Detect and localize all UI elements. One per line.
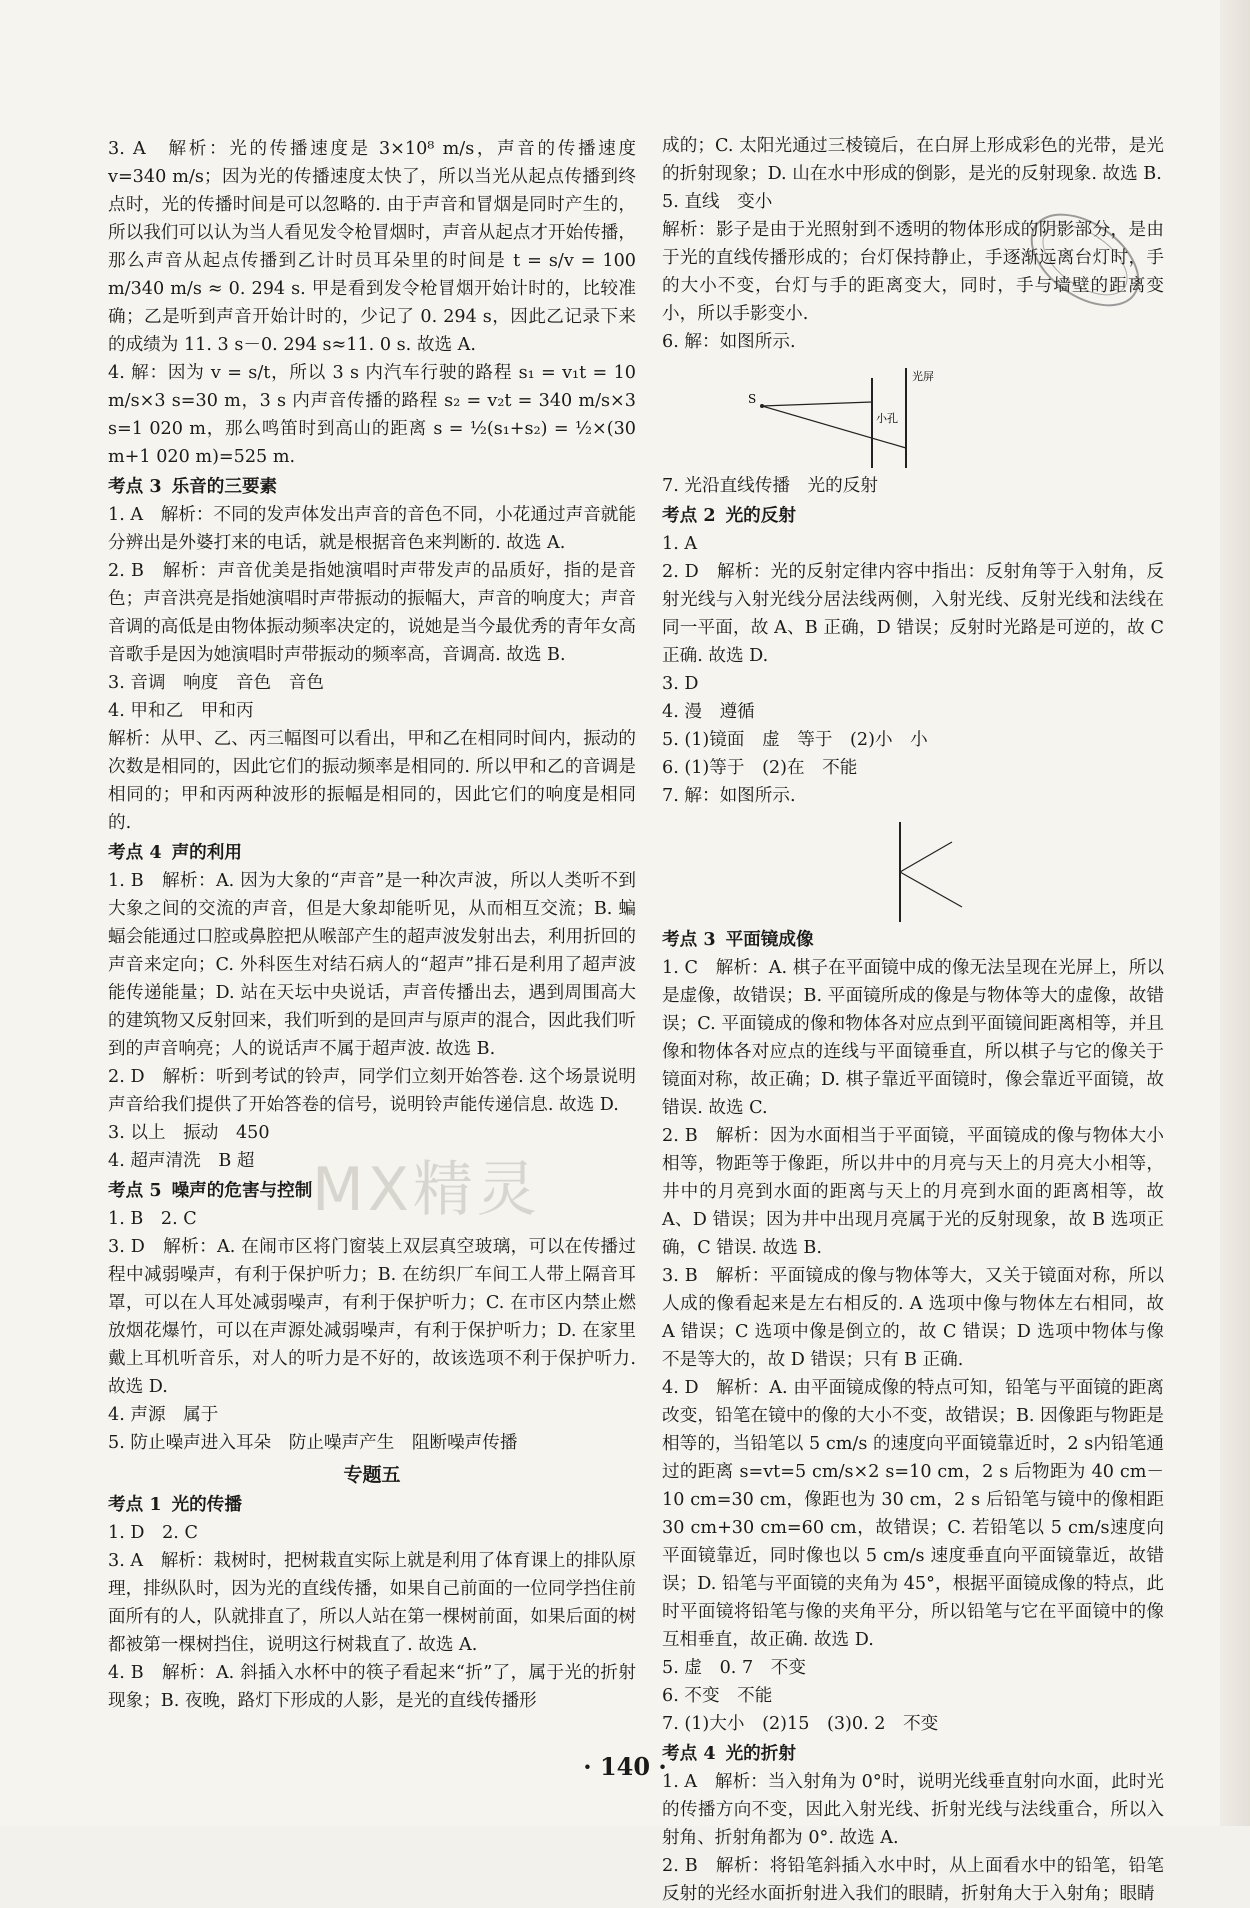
right-column	[662, 132, 1164, 1908]
reflection-diagram	[662, 812, 1142, 924]
answer-item: 7. (1)大小 (2)15 (3)0. 2 不变	[662, 1714, 939, 1734]
watermark: MX精灵	[312, 1155, 541, 1225]
answer-item: 2. B 解析：声音优美是指她演唱时声带发声的品质好，指的是音色；声音洪亮是指她演唱时声带振动的振幅大，声音的响度大；声音音调的高低是由物体振动频率决定的，说她是当今最优秀的青年女高音歌手是因为她演唱时声带振动的频率高，音调高. 故选 B.	[108, 561, 636, 665]
incident-ray	[900, 842, 952, 872]
answer-item: 3. A 解析：栽树时，把树栽直实际上就是利用了体育课上的排队原理，排纵队时，因为光的直线传播，如果自己前面的一位同学挡住前面所有的人，队就排直了，所以人站在第一棵树前面，如果后面的树都被第一棵树挡住，说明这行树栽直了. 故选 A.	[108, 1551, 636, 1655]
answer-item: 2. D 解析：光的反射定律内容中指出：反射角等于入射角，反射光线与入射光线分居法线两侧，入射光线、反射光线和法线在同一平面，故 A、B 正确，D 错误；反射时光路是可逆的，故 C 正确. 故选 D.	[662, 562, 1164, 666]
topic-heading: 专题五	[343, 1464, 401, 1486]
section-label: 考点 3	[108, 476, 162, 497]
section-heading	[662, 1740, 1164, 1768]
section-heading	[662, 502, 1164, 530]
answer-item: 2. B 解析：将铅笔斜插入水中时，从上面看水中的铅笔，铅笔反射的光经水面折射进入我们的眼睛，折射角大于入射角；眼睛	[662, 1856, 1164, 1904]
page-edge	[1220, 0, 1250, 1826]
left-column	[108, 135, 636, 1715]
pinhole-diagram	[662, 358, 1142, 470]
answer-item: 3. D 解析：A. 在闹市区将门窗装上双层真空玻璃，可以在传播过程中减弱噪声，有利于保护听力；B. 在纺织厂车间工人带上隔音耳罩，可以在人耳处减弱噪声，有利于保护听力；C. 在市区内禁止燃放烟花爆竹，可以在声源处减弱噪声，有利于保护听力；D. 在家里戴上耳机听音乐，对人的听力是不好的，故该选项不利于保护听力. 故选 D.	[108, 1237, 636, 1397]
section-title: 光的反射	[725, 505, 796, 526]
answer-item: 7. 光沿直线传播 光的反射	[662, 476, 878, 496]
answer-item: 2. B 解析：因为水面相当于平面镜，平面镜成的像与物体大小相等，物距等于像距，所以井中的月亮与天上的月亮大小相等，井中的月亮到水面的距离与天上的月亮到水面的距离相等，故 A、D 错误；因为井中出现月亮属于光的反射现象，故 B 选项正确，C 错误. 故选 B.	[662, 1126, 1164, 1258]
answer-item: 3. D	[662, 674, 699, 694]
section-heading	[108, 473, 636, 501]
section-label: 考点 5	[108, 1180, 162, 1201]
answer-item: 3. 音调 响度 音色 音色	[108, 673, 324, 693]
answer-item: 1. A	[662, 534, 698, 554]
section-title: 乐音的三要素	[171, 476, 278, 497]
answer-item: 6. (1)等于 (2)在 不能	[662, 758, 858, 778]
answer-item: 5. (1)镜面 虚 等于 (2)小 小	[662, 730, 928, 750]
section-heading	[108, 1491, 636, 1519]
section-heading	[108, 1177, 636, 1205]
answer-item: 6. 解：如图所示.	[662, 332, 796, 352]
section-heading	[662, 926, 1164, 954]
answer-item: 3. 以上 振动 450	[108, 1123, 270, 1143]
section-title: 光的折射	[725, 1743, 796, 1764]
answer-item: 1. A 解析：当入射角为 0°时，说明光线垂直射向水面，此时光的传播方向不变，因此入射光线、折射光线与法线重合，所以入射角、折射角都为 0°. 故选 A.	[662, 1772, 1164, 1848]
answer-item: 5. 直线 变小	[662, 192, 773, 212]
light-ray-2	[762, 402, 872, 406]
section-heading	[108, 839, 636, 867]
reflected-ray	[900, 872, 962, 907]
section-label: 考点 2	[662, 505, 716, 526]
answer-item: 4. 超声清洗 B 超	[108, 1151, 255, 1171]
answer-item: 4. B 解析：A. 斜插入水杯中的筷子看起来“折”了，属于光的折射现象；B. 夜晚，路灯下形成的人影，是光的直线传播形	[108, 1663, 636, 1711]
section-label: 考点 4	[662, 1743, 716, 1764]
figure-reflection	[662, 812, 1164, 924]
page-number: · 140 ·	[583, 1752, 667, 1781]
answer-item: 1. C 解析：A. 棋子在平面镜中成的像无法呈现在光屏上，所以是虚像，故错误；B. 平面镜所成的像是与物体等大的虚像，故错误；C. 平面镜成的像和物体各对应点到平面镜间距离相等，并且像和物体各对应点的连线与平面镜垂直，所以棋子与它的像关于镜面对称，故正确；D. 棋子靠近平面镜时，像会靠近平面镜，故错误. 故选 C.	[662, 958, 1164, 1118]
answer-item: 解析：影子是由于光照射到不透明的物体形成的阴影部分，是由于光的直线传播形成的；台灯保持静止，手逐渐远离台灯时，手的大小不变，台灯与手的距离变大，同时，手与墙壁的距离变小，所以手影变小.	[662, 220, 1164, 324]
source-label: S	[748, 392, 757, 406]
screen-label: 光屏	[912, 370, 934, 383]
section-label: 考点 4	[108, 842, 162, 863]
answer-item: 1. B 2. C	[108, 1209, 197, 1229]
point-source	[760, 404, 764, 408]
section-title: 声的利用	[171, 842, 242, 863]
answer-item: 1. D 2. C	[108, 1523, 198, 1543]
answer-item: 4. 声源 属于	[108, 1405, 219, 1425]
answer-item: 4. 解：因为 v = s/t，所以 3 s 内汽车行驶的路程 s₁ = v₁t = 10 m/s×3 s=30 m，3 s 内声音传播的路程 s₂ = v₂t = 340 m/s×3 s=1 020 m，那么鸣笛时到高山的距离 s = ½(s₁+s₂) = ½×(30 m+1 020 m)=525 m.	[108, 363, 636, 467]
answer-item: 5. 虚 0. 7 不变	[662, 1658, 806, 1678]
figure-pinhole	[662, 358, 1164, 470]
answer-item: 7. 解：如图所示.	[662, 786, 796, 806]
section-title: 光的传播	[171, 1494, 242, 1515]
answer-item: 3. A 解析：光的传播速度是 3×10⁸ m/s，声音的传播速度 v=340 m/s；因为光的传播速度太快了，所以当光从起点传播到终点时，光的传播时间是可以忽略的. 由于声音和冒烟是同时产生的，所以我们可以认为当人看见发令枪冒烟时，声音从起点才开始传播，那么声音从起点传播到乙计时员耳朵里的时间是 t = s/v = 100 m/340 m/s ≈ 0. 294 s. 甲是看到发令枪冒烟开始计时的，比较准确；乙是听到声音开始计时的，少记了 0. 294 s，因此乙记录下来的成绩为 11. 3 s－0. 294 s≈11. 0 s. 故选 A.	[108, 139, 636, 355]
section-label: 考点 3	[662, 929, 716, 950]
answer-item: 4. D 解析：A. 由平面镜成像的特点可知，铅笔与平面镜的距离改变，铅笔在镜中的像的大小不变，故错误；B. 因像距与物距是相等的，当铅笔以 5 cm/s 的速度向平面镜靠近时，2 s内铅笔通过的距离 s=vt=5 cm/s×2 s=10 cm，2 s 后物距为 40 cm－10 cm=30 cm，像距也为 30 cm，2 s 后铅笔与镜中的像相距 30 cm+30 cm=60 cm，故错误；C. 若铅笔以 5 cm/s速度向平面镜靠近，同时像也以 5 cm/s 速度垂直向平面镜靠近，故错误；D. 铅笔与平面镜的夹角为 45°，根据平面镜成像的特点，此时平面镜将铅笔与像的夹角平分，所以铅笔与它在平面镜中的像互相垂直，故正确. 故选 D.	[662, 1378, 1164, 1650]
answer-item: 2. D 解析：听到考试的铃声，同学们立刻开始答卷. 这个场景说明声音给我们提供了开始答卷的信号，说明铃声能传递信息. 故选 D.	[108, 1067, 636, 1115]
answer-item: 4. 甲和乙 甲和丙	[108, 701, 254, 721]
answer-item: 成的；C. 太阳光通过三棱镜后，在白屏上形成彩色的光带，是光的折射现象；D. 山在水中形成的倒影，是光的反射现象. 故选 B.	[662, 136, 1164, 184]
section-title: 噪声的危害与控制	[171, 1180, 313, 1201]
answer-item: 4. 漫 遵循	[662, 702, 755, 722]
answer-item: 5. 防止噪声进入耳朵 防止噪声产生 阻断噪声传播	[108, 1433, 518, 1453]
answer-item: 解析：从甲、乙、丙三幅图可以看出，甲和乙在相同时间内，振动的次数是相同的，因此它们的振动频率是相同的. 所以甲和乙的音调是相同的；甲和丙两种波形的振幅是相同的，因此它们的响度是相同的.	[108, 729, 636, 833]
section-label: 考点 1	[108, 1494, 162, 1515]
answer-item: 3. B 解析：平面镜成的像与物体等大，又关于镜面对称，所以人成的像看起来是左右相反的. A 选项中像与物体左右相同，故 A 错误；C 选项中像是倒立的，故 C 错误；D 选项中物体与像不是等大的，故 D 错误；只有 B 正确.	[662, 1266, 1164, 1370]
answer-item: 1. A 解析：不同的发声体发出声音的音色不同，小花通过声音就能分辨出是外婆打来的电话，就是根据音色来判断的. 故选 A.	[108, 505, 636, 553]
answer-item: 6. 不变 不能	[662, 1686, 773, 1706]
answer-item: 1. B 解析：A. 因为大象的“声音”是一种次声波，所以人类听不到大象之间的交流的声音，但是大象却能听见，从而相互交流；B. 蝙蝠会能通过口腔或鼻腔把从喉部产生的超声波发射出去，利用折回的声音来定向；C. 外科医生对结石病人的“超声”排石是利用了超声波能传递能量；D. 站在天坛中央说话，声音传播出去，遇到周围高大的建筑物又反射回来，我们听到的是回声与原声的混合，因此我们听到的声音响亮；人的说话声不属于超声波. 故选 B.	[108, 871, 636, 1059]
hole-label: 小孔	[876, 412, 898, 425]
section-title: 平面镜成像	[725, 929, 814, 950]
